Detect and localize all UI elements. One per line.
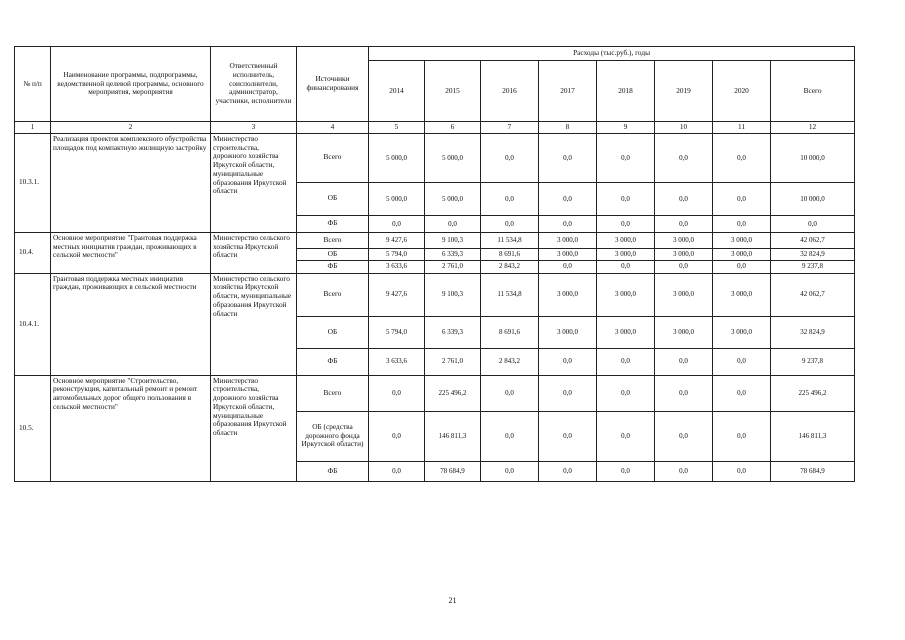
total-cell: 32 824,9 bbox=[771, 248, 855, 260]
amount-cell: 5 794,0 bbox=[369, 316, 425, 348]
amount-cell: 0,0 bbox=[481, 375, 539, 411]
amount-cell: 9 427,6 bbox=[369, 273, 425, 316]
amount-cell: 0,0 bbox=[713, 461, 771, 481]
amount-cell: 0,0 bbox=[539, 348, 597, 375]
item-responsible: Министерство сельского хозяйства Иркутской области, муниципальные образования Иркутской области bbox=[211, 273, 297, 375]
amount-cell: 5 794,0 bbox=[369, 248, 425, 260]
amount-cell: 0,0 bbox=[597, 461, 655, 481]
column-number: 11 bbox=[713, 122, 771, 134]
funding-source: ОБ (средства дорожного фонда Иркутской области) bbox=[297, 411, 369, 461]
amount-cell: 0,0 bbox=[369, 375, 425, 411]
budget-table bbox=[14, 46, 855, 482]
amount-cell: 0,0 bbox=[539, 215, 597, 232]
amount-cell: 0,0 bbox=[425, 215, 481, 232]
amount-cell: 0,0 bbox=[597, 411, 655, 461]
amount-cell: 0,0 bbox=[369, 461, 425, 481]
amount-cell: 0,0 bbox=[539, 133, 597, 182]
table-body bbox=[15, 133, 855, 481]
amount-cell: 0,0 bbox=[539, 375, 597, 411]
amount-cell: 0,0 bbox=[655, 375, 713, 411]
amount-cell: 0,0 bbox=[597, 375, 655, 411]
item-name: Реализация проектов комплексного обустройства площадок под компактную жилищную застройку bbox=[51, 133, 211, 232]
column-number: 8 bbox=[539, 122, 597, 134]
column-number: 3 bbox=[211, 122, 297, 134]
amount-cell: 0,0 bbox=[481, 461, 539, 481]
amount-cell: 9 427,6 bbox=[369, 232, 425, 248]
funding-source: ОБ bbox=[297, 248, 369, 260]
header-total: Всего bbox=[771, 61, 855, 122]
amount-cell: 0,0 bbox=[655, 461, 713, 481]
amount-cell: 0,0 bbox=[481, 411, 539, 461]
header-year: 2015 bbox=[425, 61, 481, 122]
amount-cell: 0,0 bbox=[597, 260, 655, 273]
amount-cell: 0,0 bbox=[539, 260, 597, 273]
amount-cell: 3 000,0 bbox=[539, 273, 597, 316]
amount-cell: 0,0 bbox=[539, 461, 597, 481]
item-name: Основное мероприятие "Грантовая поддержка местных инициатив граждан, проживающих в сельской местности" bbox=[51, 232, 211, 273]
funding-source: Всего bbox=[297, 133, 369, 182]
total-cell: 32 824,9 bbox=[771, 316, 855, 348]
item-code: 10.4. bbox=[15, 232, 51, 273]
amount-cell: 3 000,0 bbox=[539, 248, 597, 260]
table-header bbox=[15, 47, 855, 134]
amount-cell: 0,0 bbox=[655, 215, 713, 232]
amount-cell: 5 000,0 bbox=[369, 182, 425, 215]
total-cell: 42 062,7 bbox=[771, 232, 855, 248]
item-code: 10.5. bbox=[15, 375, 51, 481]
amount-cell: 3 000,0 bbox=[597, 232, 655, 248]
column-number: 9 bbox=[597, 122, 655, 134]
item-code: 10.4.1. bbox=[15, 273, 51, 375]
total-cell: 9 237,8 bbox=[771, 260, 855, 273]
amount-cell: 8 691,6 bbox=[481, 248, 539, 260]
funding-source: ФБ bbox=[297, 461, 369, 481]
column-number: 4 bbox=[297, 122, 369, 134]
total-cell: 225 496,2 bbox=[771, 375, 855, 411]
total-cell: 10 000,0 bbox=[771, 133, 855, 182]
amount-cell: 3 000,0 bbox=[655, 316, 713, 348]
amount-cell: 0,0 bbox=[597, 215, 655, 232]
total-cell: 0,0 bbox=[771, 215, 855, 232]
header-sources: Источники финансирования bbox=[297, 47, 369, 122]
table-row bbox=[15, 232, 855, 248]
amount-cell: 6 339,3 bbox=[425, 316, 481, 348]
funding-source: ОБ bbox=[297, 182, 369, 215]
column-number: 12 bbox=[771, 122, 855, 134]
amount-cell: 5 000,0 bbox=[425, 182, 481, 215]
amount-cell: 2 843,2 bbox=[481, 260, 539, 273]
amount-cell: 0,0 bbox=[655, 182, 713, 215]
total-cell: 10 000,0 bbox=[771, 182, 855, 215]
amount-cell: 11 534,8 bbox=[481, 273, 539, 316]
amount-cell: 0,0 bbox=[597, 182, 655, 215]
header-year: 2014 bbox=[369, 61, 425, 122]
column-number: 5 bbox=[369, 122, 425, 134]
item-name: Основное мероприятие "Строительство, реконструкция, капитальный ремонт и ремонт автомобильных дорог общего пользования в сельской местности" bbox=[51, 375, 211, 481]
amount-cell: 0,0 bbox=[597, 348, 655, 375]
header-year: 2017 bbox=[539, 61, 597, 122]
table-row bbox=[15, 273, 855, 316]
amount-cell: 3 000,0 bbox=[655, 273, 713, 316]
amount-cell: 9 100,3 bbox=[425, 232, 481, 248]
header-name: Наименование программы, подпрограммы, ведомственной целевой программы, основного мероприятия, мероприятия bbox=[51, 47, 211, 122]
amount-cell: 0,0 bbox=[713, 411, 771, 461]
amount-cell: 9 100,3 bbox=[425, 273, 481, 316]
amount-cell: 3 000,0 bbox=[713, 316, 771, 348]
table-row bbox=[15, 133, 855, 182]
column-number: 10 bbox=[655, 122, 713, 134]
amount-cell: 3 633,6 bbox=[369, 260, 425, 273]
amount-cell: 3 000,0 bbox=[539, 316, 597, 348]
header-year: 2016 bbox=[481, 61, 539, 122]
item-responsible: Министерство строительства, дорожного хозяйства Иркутской области, муниципальные образования Иркутской области bbox=[211, 133, 297, 232]
column-number: 7 bbox=[481, 122, 539, 134]
funding-source: Всего bbox=[297, 273, 369, 316]
funding-source: Всего bbox=[297, 375, 369, 411]
amount-cell: 0,0 bbox=[481, 182, 539, 215]
funding-source: ФБ bbox=[297, 260, 369, 273]
amount-cell: 146 811,3 bbox=[425, 411, 481, 461]
amount-cell: 0,0 bbox=[713, 260, 771, 273]
header-year: 2019 bbox=[655, 61, 713, 122]
header-responsible: Ответственный исполнитель, соисполнители, администратор, участники, исполнители bbox=[211, 47, 297, 122]
funding-source: ФБ bbox=[297, 215, 369, 232]
amount-cell: 3 000,0 bbox=[597, 273, 655, 316]
amount-cell: 3 000,0 bbox=[713, 248, 771, 260]
amount-cell: 0,0 bbox=[655, 411, 713, 461]
total-cell: 9 237,8 bbox=[771, 348, 855, 375]
amount-cell: 0,0 bbox=[539, 411, 597, 461]
header-year: 2020 bbox=[713, 61, 771, 122]
header-year: 2018 bbox=[597, 61, 655, 122]
item-name: Грантовая поддержка местных инициатив граждан, проживающих в сельской местности bbox=[51, 273, 211, 375]
funding-source: ФБ bbox=[297, 348, 369, 375]
amount-cell: 6 339,3 bbox=[425, 248, 481, 260]
amount-cell: 0,0 bbox=[713, 182, 771, 215]
column-number: 2 bbox=[51, 122, 211, 134]
total-cell: 42 062,7 bbox=[771, 273, 855, 316]
column-number-row bbox=[15, 122, 855, 134]
amount-cell: 11 534,8 bbox=[481, 232, 539, 248]
amount-cell: 3 000,0 bbox=[713, 273, 771, 316]
page-number: 21 bbox=[448, 596, 457, 605]
table-row bbox=[15, 375, 855, 411]
total-cell: 146 811,3 bbox=[771, 411, 855, 461]
amount-cell: 0,0 bbox=[481, 215, 539, 232]
amount-cell: 0,0 bbox=[481, 133, 539, 182]
amount-cell: 0,0 bbox=[713, 133, 771, 182]
amount-cell: 2 761,0 bbox=[425, 260, 481, 273]
total-cell: 78 684,9 bbox=[771, 461, 855, 481]
header-index: № п/п bbox=[15, 47, 51, 122]
header-expenses: Расходы (тыс.руб.), годы bbox=[369, 47, 855, 61]
amount-cell: 3 000,0 bbox=[655, 232, 713, 248]
amount-cell: 0,0 bbox=[655, 260, 713, 273]
amount-cell: 5 000,0 bbox=[425, 133, 481, 182]
amount-cell: 3 000,0 bbox=[539, 232, 597, 248]
amount-cell: 5 000,0 bbox=[369, 133, 425, 182]
amount-cell: 2 843,2 bbox=[481, 348, 539, 375]
item-code: 10.3.1. bbox=[15, 133, 51, 232]
amount-cell: 0,0 bbox=[713, 348, 771, 375]
amount-cell: 3 000,0 bbox=[597, 316, 655, 348]
amount-cell: 78 684,9 bbox=[425, 461, 481, 481]
amount-cell: 3 000,0 bbox=[713, 232, 771, 248]
item-responsible: Министерство строительства, дорожного хозяйства Иркутской области, муниципальные образования Иркутской области bbox=[211, 375, 297, 481]
amount-cell: 0,0 bbox=[713, 375, 771, 411]
amount-cell: 225 496,2 bbox=[425, 375, 481, 411]
amount-cell: 3 000,0 bbox=[655, 248, 713, 260]
amount-cell: 0,0 bbox=[713, 215, 771, 232]
amount-cell: 3 000,0 bbox=[597, 248, 655, 260]
amount-cell: 3 633,6 bbox=[369, 348, 425, 375]
amount-cell: 0,0 bbox=[655, 133, 713, 182]
column-number: 1 bbox=[15, 122, 51, 134]
amount-cell: 0,0 bbox=[369, 215, 425, 232]
amount-cell: 2 761,0 bbox=[425, 348, 481, 375]
amount-cell: 0,0 bbox=[597, 133, 655, 182]
amount-cell: 0,0 bbox=[539, 182, 597, 215]
amount-cell: 0,0 bbox=[655, 348, 713, 375]
amount-cell: 8 691,6 bbox=[481, 316, 539, 348]
funding-source: ОБ bbox=[297, 316, 369, 348]
funding-source: Всего bbox=[297, 232, 369, 248]
amount-cell: 0,0 bbox=[369, 411, 425, 461]
item-responsible: Министерство сельского хозяйства Иркутской области bbox=[211, 232, 297, 273]
column-number: 6 bbox=[425, 122, 481, 134]
